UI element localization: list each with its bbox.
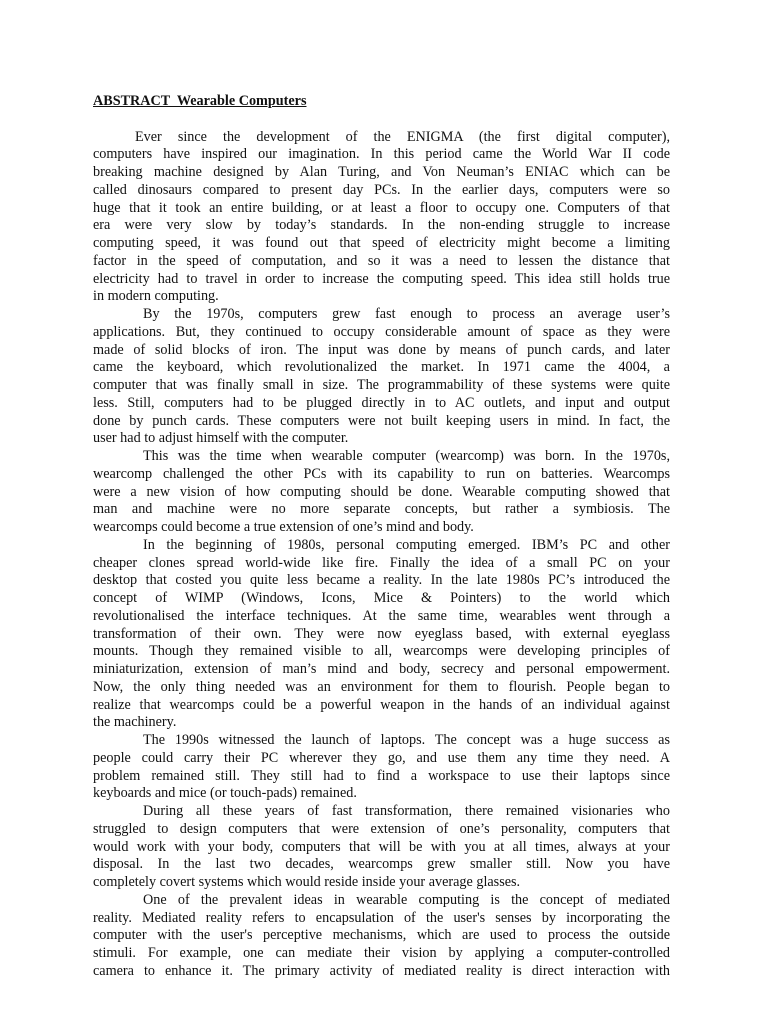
paragraph-line: computers have inspired our imagination. In this period came the World War II code — [93, 146, 670, 163]
paragraph — [93, 129, 670, 307]
paragraph — [93, 892, 670, 981]
paragraph-line: people could carry their PC wherever they go, and use them any time they need. A — [93, 749, 670, 766]
paragraph-line: electricity had to travel in order to increase the computing speed. This idea still holds true — [93, 270, 670, 287]
paragraph-line: This was the time when wearable computer (wearcomp) was born. In the 1970s, — [143, 448, 670, 464]
paragraph-line: computer that was finally small in size. The programmability of these systems were quite — [93, 377, 670, 393]
paragraph-line: were a new vision of how computing should be done. Wearable computing showed that — [93, 483, 670, 500]
paragraph-line: wearcomps could become a true extension of one’s mind and body. — [93, 519, 474, 535]
paragraph-line: concept of WIMP (Windows, Icons, Mice & Pointers) to the world which — [93, 590, 670, 606]
paragraph-line: called dinosaurs compared to present day PCs. In the earlier days, computers were so — [93, 181, 670, 198]
paragraph-line: revolutionalised the interface techniques. At the same time, wearables went through a — [93, 607, 670, 624]
paragraph-line: would work with your body, computers that will be with you at all times, always at your — [93, 838, 670, 855]
paragraph-line: problem remained still. They still had to find a workspace to use their laptops since — [93, 767, 670, 784]
paragraph-line: era were very slow by today’s standards. In the non-ending struggle to increase — [93, 217, 670, 234]
paragraph-line: done by punch cards. These computers were not built keeping users in mind. In fact, the — [93, 412, 670, 429]
paragraph — [93, 537, 670, 732]
paragraph-line: user had to adjust himself with the computer. — [93, 430, 349, 447]
paragraph-line: During all these years of fast transformation, there remained visionaries who — [143, 803, 670, 819]
paragraph-line: huge that it took an entire building, or at least a floor to occupy one. Computers of that — [93, 199, 670, 216]
paragraph-line: breaking machine designed by Alan Turing, and Von Neuman’s ENIAC which can be — [93, 164, 670, 180]
paragraph — [93, 306, 670, 448]
paragraph-line: computing speed, it was found out that speed of electricity might become a limiting — [93, 235, 670, 251]
paragraph-line: completely covert systems which would reside inside your average glasses. — [93, 874, 521, 890]
document-title: ABSTRACT Wearable Computers — [93, 93, 307, 109]
paragraph-line: disposal. In the last two decades, wearcomps grew smaller still. Now you have — [93, 856, 670, 873]
paragraph-line: factor in the speed of computation, and so it was a need to lessen the distance that — [93, 252, 670, 269]
paragraph-line: transformation of their own. They were now eyeglass based, with external eyeglass — [93, 625, 670, 642]
paragraph — [93, 448, 670, 537]
paragraph-line: cheaper clones spread world-wide like fire. Finally the idea of a small PC on your — [93, 554, 670, 571]
paragraph-line: man and machine were no more separate concepts, but rather a symbiosis. The — [93, 501, 670, 518]
paragraph-line: computer with the user's perceptive mechanisms, which are used to process the outside — [93, 927, 670, 944]
document-body — [93, 93, 670, 981]
paragraph-line: By the 1970s, computers grew fast enough to process an average user’s — [143, 306, 670, 322]
title-spacer — [93, 111, 670, 129]
paragraph-container — [93, 129, 670, 981]
paragraph-line: realize that wearcomps could be a powerful weapon in the hands of an individual against — [93, 696, 670, 713]
paragraph-line: reality. Mediated reality refers to encapsulation of the user's senses by incorporating the — [93, 909, 670, 926]
paragraph-line: keyboards and mice (or touch-pads) remained. — [93, 785, 357, 802]
paragraph-line: wearcomp challenged the other PCs with its capability to run on batteries. Wearcomps — [93, 465, 670, 482]
paragraph-line: applications. But, they continued to occupy considerable amount of space as they were — [93, 323, 670, 340]
paragraph-line: the machinery. — [93, 714, 177, 731]
paragraph — [93, 803, 670, 892]
paragraph-line: miniaturization, extension of man’s mind and body, secrecy and personal empowerment. — [93, 661, 670, 677]
paragraph-line: in modern computing. — [93, 288, 219, 305]
paragraph-line: less. Still, computers had to be plugged directly in to AC outlets, and input and output — [93, 394, 670, 411]
paragraph-line: camera to enhance it. The primary activity of mediated reality is direct interaction with — [93, 962, 670, 979]
paragraph-line: mounts. Though they remained visible to all, wearcomps were developing principles of — [93, 643, 670, 660]
paragraph-line: made of solid blocks of iron. The input was done by means of punch cards, and later — [93, 341, 670, 358]
paragraph-line: Now, the only thing needed was an environment for them to flourish. People began to — [93, 678, 670, 695]
paragraph-line: Ever since the development of the ENIGMA (the first digital computer), — [135, 128, 670, 145]
paragraph — [93, 732, 670, 803]
paragraph-line: struggled to design computers that were extension of one’s personality, computers that — [93, 820, 670, 837]
paragraph-line: One of the prevalent ideas in wearable computing is the concept of mediated — [143, 891, 670, 908]
paragraph-line: desktop that costed you quite less became a reality. In the late 1980s PC’s introduced the — [93, 572, 670, 589]
paragraph-line: stimuli. For example, one can mediate their vision by applying a computer-controlled — [93, 945, 670, 961]
paragraph-line: The 1990s witnessed the launch of laptops. The concept was a huge success as — [143, 732, 670, 748]
paragraph-line: In the beginning of 1980s, personal computing emerged. IBM’s PC and other — [143, 536, 670, 553]
paragraph-line: came the keyboard, which revolutionalized the market. In 1971 came the 4004, a — [93, 359, 670, 376]
